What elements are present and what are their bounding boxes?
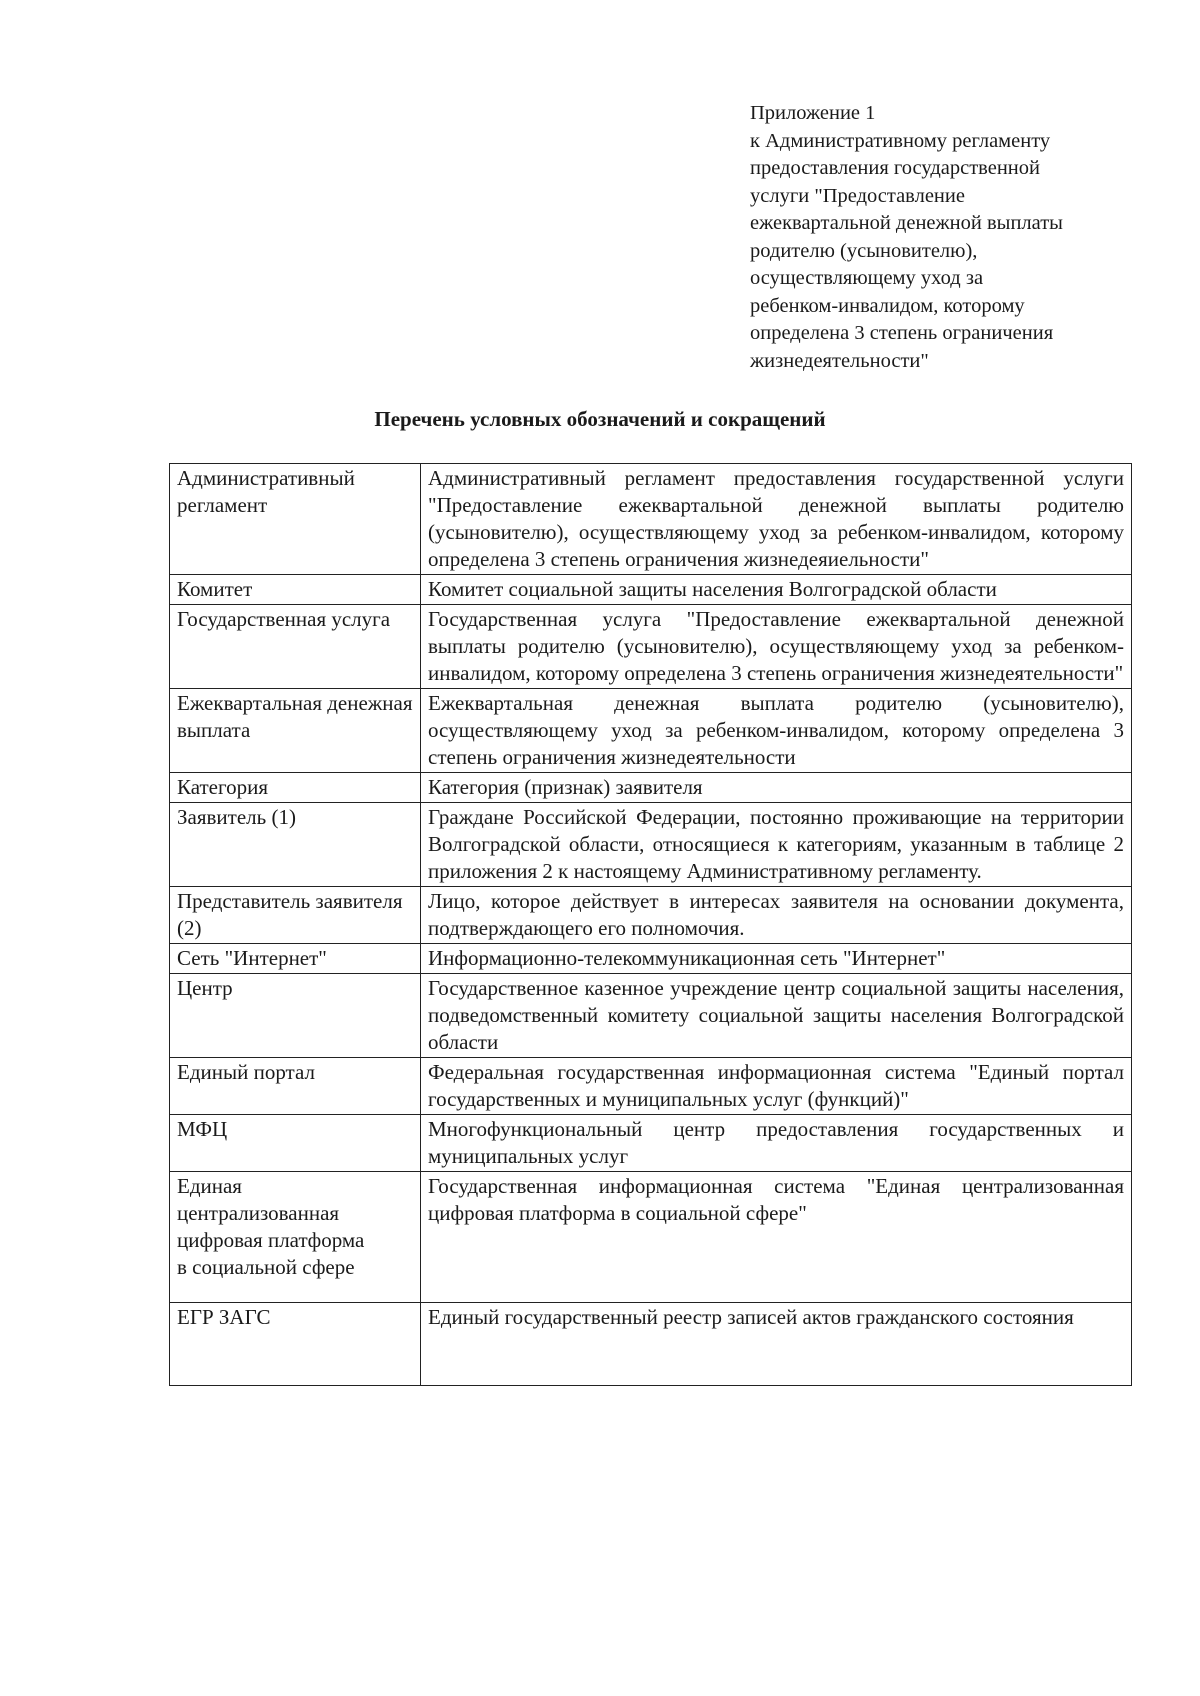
term-cell: Сеть "Интернет" (170, 944, 421, 974)
term-cell: ЕГР ЗАГС (170, 1303, 421, 1386)
appendix-line: ребенком-инвалидом, которому (750, 294, 1025, 317)
definition-cell: Государственное казенное учреждение центр социальной защиты населения, подведомственный комитету социальной защиты населения Волгоградской области (421, 974, 1132, 1058)
appendix-header (750, 100, 1180, 375)
term-line: цифровая платформа (177, 1228, 365, 1252)
table-row (170, 1303, 1132, 1386)
definition-cell: Категория (признак) заявителя (421, 773, 1132, 803)
definition-cell: Граждане Российской Федерации, постоянно проживающие на территории Волгоградской области, относящиеся к категориям, указанным в таблице 2 приложения 2 к настоящему Административному регламенту. (421, 803, 1132, 887)
table-row (170, 773, 1132, 803)
table-row (170, 689, 1132, 773)
table-row (170, 887, 1132, 944)
table-row (170, 944, 1132, 974)
term-cell: Государственная услуга (170, 605, 421, 689)
appendix-line: ежеквартальной денежной выплаты (750, 212, 1063, 234)
definition-cell: Административный регламент предоставления государственной услуги "Предоставление ежеквартальной денежной выплаты родителю (усыновителю), осуществляющему уход за ребенком-инвалидом, которому определена 3 степень ограничения жизнедеяиельности" (421, 464, 1132, 575)
definition-cell: Лицо, которое действует в интересах заявителя на основании документа, подтверждающего его полномочия. (421, 887, 1132, 944)
table-row (170, 605, 1132, 689)
term-cell: Центр (170, 974, 421, 1058)
table-row (170, 464, 1132, 575)
definition-cell: Федеральная государственная информационная система "Единый портал государственных и муниципальных услуг (функций)" (421, 1058, 1132, 1115)
definition-cell: Государственная услуга "Предоставление ежеквартальной денежной выплаты родителю (усыновителю), осуществляющему уход за ребенком-инвалидом, которому определена 3 степень ограничения жизнедеятельности" (421, 605, 1132, 689)
appendix-line: жизнедеятельности" (750, 349, 929, 372)
appendix-line: услуги "Предоставление (750, 184, 965, 207)
appendix-line: определена 3 степень ограничения (750, 322, 1054, 344)
definition-cell: Информационно-телекоммуникационная сеть "Интернет" (421, 944, 1132, 974)
definition-cell: Государственная информационная система "Единая централизованная цифровая платформа в социальной сфере" (421, 1172, 1132, 1303)
appendix-line: предоставления государственной (750, 157, 1040, 179)
term-cell: Административный регламент (170, 464, 421, 575)
term-cell: Ежеквартальная денежная выплата (170, 689, 421, 773)
table-row (170, 1058, 1132, 1115)
term-line: Единая (177, 1174, 242, 1198)
document-title: Перечень условных обозначений и сокращений (374, 407, 826, 431)
term-cell (170, 1172, 421, 1303)
term-cell: Представитель заявителя (2) (170, 887, 421, 944)
appendix-line: осуществляющему уход за (750, 267, 984, 289)
table-row (170, 575, 1132, 605)
table-row (170, 1115, 1132, 1172)
table-row (170, 803, 1132, 887)
definition-cell: Ежеквартальная денежная выплата родителю (усыновителю), осуществляющему уход за ребенком-инвалидом, которому определена 3 степень ограничения жизнедеятельности (421, 689, 1132, 773)
term-cell: МФЦ (170, 1115, 421, 1172)
table-row (170, 974, 1132, 1058)
appendix-line: к Административному регламенту (750, 129, 1051, 152)
definition-cell: Единый государственный реестр записей актов гражданского состояния (421, 1303, 1132, 1386)
term-cell: Единый портал (170, 1058, 421, 1115)
appendix-line: Приложение 1 (750, 102, 876, 124)
term-line: в социальной сфере (177, 1255, 355, 1279)
term-cell: Категория (170, 773, 421, 803)
table-row (170, 1172, 1132, 1303)
definition-cell: Многофункциональный центр предоставления государственных и муниципальных услуг (421, 1115, 1132, 1172)
abbreviations-table (169, 463, 1132, 1386)
definition-cell: Комитет социальной защиты населения Волгоградской области (421, 575, 1132, 605)
term-cell: Комитет (170, 575, 421, 605)
appendix-line: родителю (усыновителю), (750, 239, 978, 262)
term-cell: Заявитель (1) (170, 803, 421, 887)
term-line: централизованная (177, 1201, 340, 1225)
